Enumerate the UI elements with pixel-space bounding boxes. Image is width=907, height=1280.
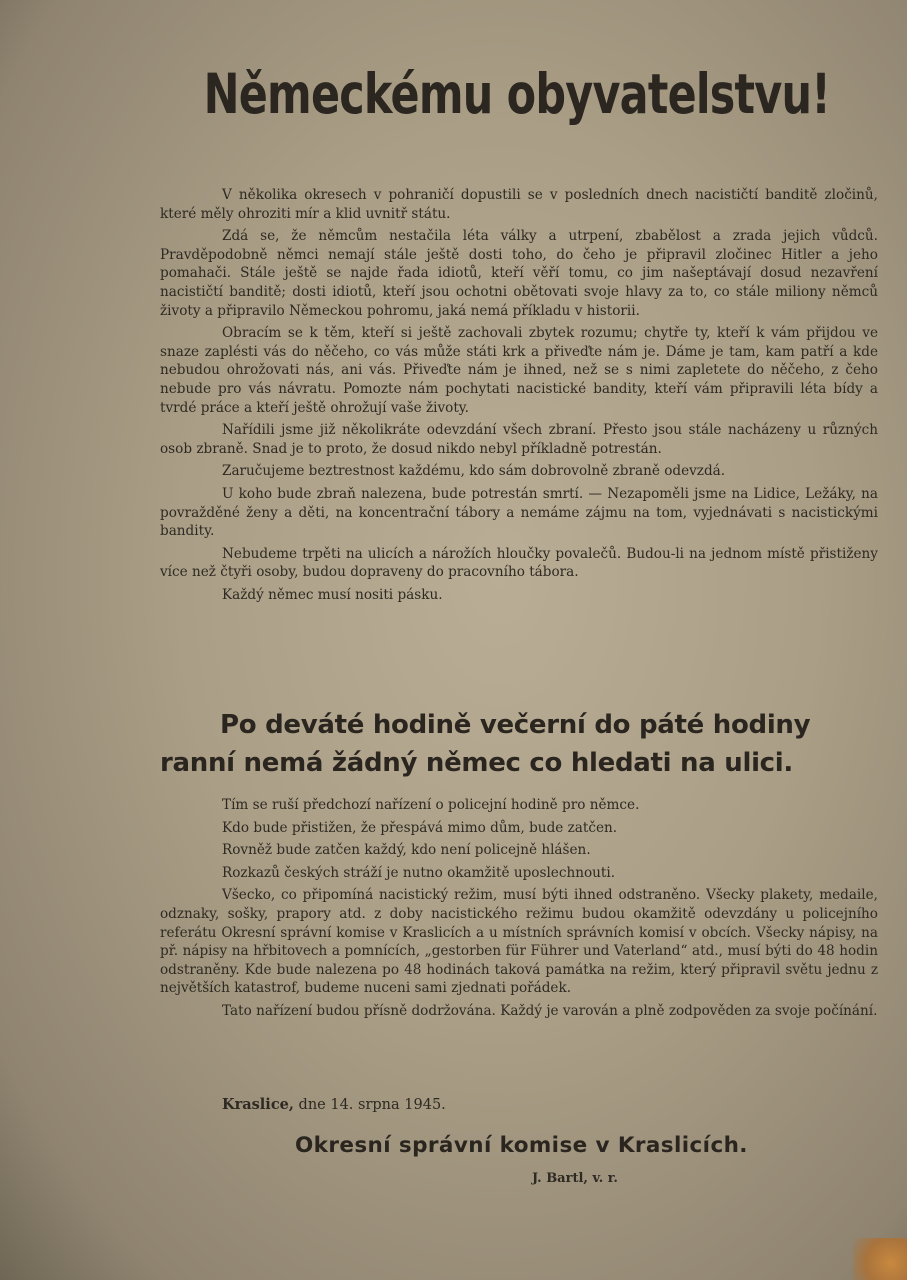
paragraph: Nebudeme trpěti na ulicích a nárožích hloučky povalečů. Budou-li na jednom místě přistiženy více než čtyři osoby, budou dopraveny do pracovního tábora.	[160, 545, 878, 581]
place: Kraslice,	[222, 1096, 294, 1113]
place-and-date	[222, 1096, 446, 1113]
paragraph: U koho bude zbraň nalezena, bude potrestán smrtí. — Nezapoměli jsme na Lidice, Ležáky, na povražděné ženy a děti, na koncentrační tábory a nemáme zájmu na tom, vyjednávati s nacistickými bandity.	[160, 485, 878, 540]
body-text-lower	[160, 796, 878, 1025]
paragraph: V několika okresech v pohraničí dopustili se v posledních dnech nacističtí banditě zločinů, které měly ohroziti mír a klid uvnitř státu.	[160, 187, 878, 222]
paragraph: Zdá se, že němcům nestačila léta války a utrpení, zbabělost a zrada jejich vůdců. Pravděpodobně němci nemají stále ještě dosti toho, do čeho je připravil zločinec Hitler a jeho pomahači. Stále ještě se najde řada idiotů, kteří věří tomu, co jim našeptávají dosud nezavření nacističtí banditě; dosti idiotů, kteří jsou ochotni obětovati svoje hlavy za to, co stále miliony němců životy a připravilo Německou pohromu, jaká nemá příkladu v historii.	[160, 228, 878, 319]
paragraph: Rovněž bude zatčen každý, kdo není policejně hlášen.	[222, 842, 591, 859]
date-day: 14.	[330, 1097, 354, 1113]
paragraph: Nařídili jsme již několikráte odevzdání všech zbraní. Přesto jsou stále nacházeny u různých osob zbraně. Snad je to proto, že dosud nikdo nebyl příkladně potrestán.	[160, 422, 878, 457]
signature-line: J. Bartl, v. r.	[532, 1171, 618, 1186]
paragraph: Každý němec musí nositi pásku.	[222, 586, 443, 603]
paragraph: Rozkazů českých stráží je nutno okamžitě uposlechnouti.	[222, 864, 616, 881]
date-prefix: dne	[298, 1097, 326, 1113]
poster-title: Německému obyvatelstvu!	[203, 62, 831, 126]
date-rest: srpna 1945.	[358, 1097, 446, 1113]
issuing-authority: Okresní správní komise v Kraslicích.	[295, 1133, 748, 1158]
paragraph: Tím se ruší předchozí nařízení o policejní hodině pro němce.	[222, 797, 640, 813]
paragraph: Obracím se k těm, kteří si ještě zachovali zbytek rozumu; chytře ty, kteří k vám přijdou ve snaze zaplésti vás do něčeho, co vás může státi krk a přiveďte nám je. Dáme je tam, kam patří a kde nebudou ohrožovati nás, ani vás. Přiveďte nám je ihned, než se s nimi zapletete do něčeho, z čeho nebude pro vás návratu. Pomozte nám pochytati nacistické bandity, kteří vám připravili léta bídy a tvrdé práce a kteří ještě ohrožují vaše životy.	[160, 325, 878, 416]
curfew-headline: Po deváté hodině večerní do páté hodiny ranní nemá žádný němec co hledati na ulici.	[160, 710, 811, 778]
body-text-upper	[160, 186, 878, 608]
paragraph: Tato nařízení budou přísně dodržována. Každý je varován a plně zodpověden za svoje počínání.	[222, 1002, 878, 1019]
paragraph: Kdo bude přistižen, že přespává mimo dům, bude zatčen.	[222, 819, 618, 836]
corner-stain	[853, 1238, 907, 1280]
paragraph: Zaručujeme beztrestnost každému, kdo sám dobrovolně zbraně odevzdá.	[222, 463, 726, 480]
paragraph: Všecko, co připomíná nacistický režim, musí býti ihned odstraněno. Všecky plakety, medaile, odznaky, sošky, prapory atd. z doby nacistického režimu budou okamžitě odevzdány u policejního referátu Okresní správní komise v Kraslicích a u místních správních komisí v obcích. Všecky nápisy, na př. nápisy na hřbitovech a pomnících, „gestorben für Führer und Vaterland“ atd., musí býti do 48 hodin odstraněny. Kde bude nalezena po 48 hodinách taková památka na režim, který připravil světu jednu z největších katastrof, budeme nuceni sami zjednati pořádek.	[160, 887, 878, 997]
